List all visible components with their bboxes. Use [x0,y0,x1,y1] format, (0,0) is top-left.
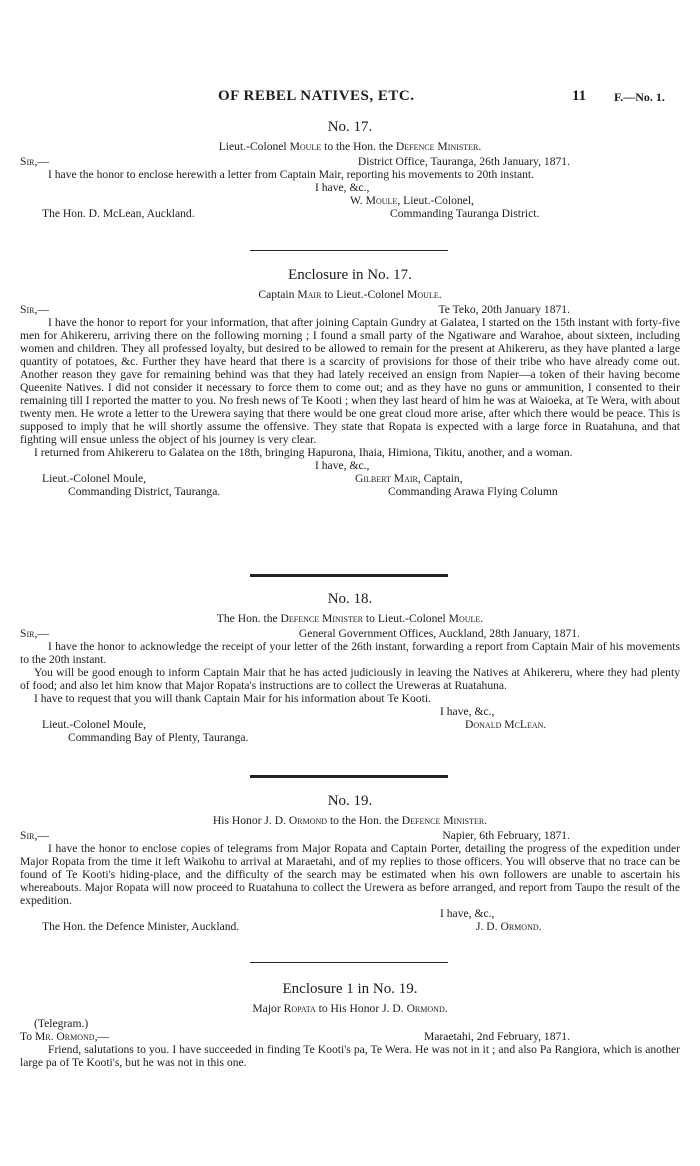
salutation-row [20,829,680,842]
letter-body-paragraph-2: You will be good enough to inform Captain Mair that he has acted judiciously in leaving the Natives at Ahikereru, where they had plenty of food; and also let him know that Major Ropata's instructions are to collect the Ureweras at Ruatahuna. [20,666,680,692]
addressee-line-1: Lieut.-Colonel Moule, [42,472,147,485]
salutation-row [20,627,680,640]
page-number: 11 [572,88,587,104]
enclosure-body-paragraph-1: I have the honor to report for your information, that after joining Captain Gundry at Galatea, I started on the 15th instant with forty-five men for Ahikereru, arriving there on the following morning ; I found a small party of the Ngatiware and Warahoe, about sixteen, including women and children. They all professed loyalty, but desired to be allowed to remain for the present at Ahikereru, as they have planted a large quantity of potatoes, &c. Further they have heard that there is a scarcity of provisions for those of their tribe who have already come out. Another reason they gave for remaining behind was that they had lately received an ensign from Napier—a token of their having become Queenite Natives. I did not consider it necessary to force them to come out; and as they have no guns or ammunition, I consented to their remaining till I reported the matter to you. No fresh news of Te Kooti ; when they last heard of him he was at Waioeka, at Te Wera, with about twenty men. He wrote a letter to the Urewera saying that there would be one great cloud more arise, after which there would be peace. This is supposed to imply that he will shortly assume the offensive. They state that Ropata is expected with a large force in Ruatahuna, and that fighting will ensue unless the object of his journey is very clear. [20,316,680,446]
signature-row-2 [20,207,680,220]
signature: W. Moule, Lieut.-Colonel, [350,194,474,207]
letter-no-18 [20,590,680,744]
paper-reference: F.—No. 1. [614,90,665,104]
closing-row [20,181,680,194]
enclosure-from-to: Major Ropata to His Honor J. D. Ormond. [252,1002,448,1015]
addressee: The Hon. D. McLean, Auckland. [42,207,195,220]
signature-row-2 [20,485,680,498]
dateline: General Government Offices, Auckland, 28th January, 1871. [298,627,580,640]
salutation: Sir,— [20,155,49,168]
dateline: District Office, Tauranga, 26th January, 1871. [357,155,570,168]
signature: J. D. Ormond. [476,920,542,933]
letter-heading: No. 18. [327,591,373,607]
letter-no-19 [20,792,680,933]
addressee-line-2: Commanding Bay of Plenty, Tauranga. [68,731,249,744]
enclosure-1-no-19 [20,980,680,1069]
salutation: Sir,— [20,627,49,640]
signature-row-2 [20,731,680,744]
page-header [20,88,680,108]
salutation-row [20,1030,680,1043]
section-divider [250,775,448,778]
letter-heading: No. 19. [327,793,373,809]
closing: I have, &c., [315,181,370,194]
addressee-line-2: Commanding District, Tauranga. [68,485,221,498]
salutation-row [20,155,680,168]
salutation: Sir,— [20,829,49,842]
addressee-line-1: Lieut.-Colonel Moule, [42,718,147,731]
salutation-row [20,303,680,316]
telegram-body: Friend, salutations to you. I have succeeded in finding Te Kooti's pa, Te Wera. He was not in it ; and also Pa Rangiora, which is another large pa of Te Kooti's, but he was not in this one. [20,1043,680,1069]
section-divider [250,962,448,963]
section-divider [250,574,448,577]
letter-body: I have the honor to enclose herewith a letter from Captain Mair, reporting his movements to 20th instant. [48,168,535,181]
letter-body: I have the honor to enclose copies of telegrams from Major Ropata and Captain Porter, detailing the progress of the expedition under Major Ropata from the time it left Waikohu to arrival at Maraetahi, and of my replies to those officers. You will observe that no trace can be found of Te Kooti's hiding-place, and the difficulty of the search may be estimated when his own followers are unable to ascertain his whereabouts. Major Ropata will now proceed to Ruatahuna to collect the Urewera as before arranged, and report from Taupo the result of the expedition. [20,842,680,907]
signature-row [20,920,680,933]
closing: I have, &c., [315,459,370,472]
enclosure-no-17 [20,266,680,498]
dateline: Te Teko, 20th January 1871. [438,303,570,316]
running-title: OF REBEL NATIVES, ETC. [218,88,415,104]
letter-from-to: The Hon. the Defence Minister to Lieut.-Colonel Moule. [216,612,484,625]
signature-row [20,472,680,485]
telegram-note: (Telegram.) [34,1017,89,1030]
dateline: Napier, 6th February, 1871. [442,829,570,842]
closing: I have, &c., [440,907,495,920]
enclosure-heading: Enclosure 1 in No. 19. [282,981,418,997]
addressee: The Hon. the Defence Minister, Auckland. [42,920,240,933]
letter-body-paragraph-3: I have to request that you will thank Captain Mair for his information about Te Kooti. [34,692,431,705]
signature-row [20,718,680,731]
document-page [20,0,680,1166]
closing-row [20,459,680,472]
signature: Donald McLean. [465,718,547,731]
enclosure-body-paragraph-2: I returned from Ahikereru to Galatea on the 18th, bringing Hapurona, Ihaia, Himiona, Tikitu, another, and a woman. [34,446,573,459]
enclosure-from-to: Captain Mair to Lieut.-Colonel Moule. [258,288,442,301]
letter-heading: No. 17. [327,119,373,135]
dateline: Maraetahi, 2nd February, 1871. [423,1030,570,1043]
signature-title: Commanding Arawa Flying Column [388,485,558,498]
enclosure-heading: Enclosure in No. 17. [288,267,412,283]
letter-from-to: His Honor J. D. Ormond to the Hon. the Defence Minister. [212,814,488,827]
letter-body-paragraph-1: I have the honor to acknowledge the receipt of your letter of the 26th instant, forwarding a report from Captain Mair of his movements to the 20th instant. [20,640,680,666]
signature-row [20,194,680,207]
closing: I have, &c., [440,705,495,718]
salutation: To Mr. Ormond,— [20,1030,110,1043]
signature: Gilbert Mair, Captain, [355,472,463,485]
closing-row [20,705,680,718]
signature-title: Commanding Tauranga District. [390,207,540,220]
closing-row [20,907,680,920]
section-divider [250,250,448,251]
salutation: Sir,— [20,303,49,316]
letter-from-to: Lieut.-Colonel Moule to the Hon. the Defence Minister. [218,140,482,153]
letter-no-17 [20,118,680,220]
